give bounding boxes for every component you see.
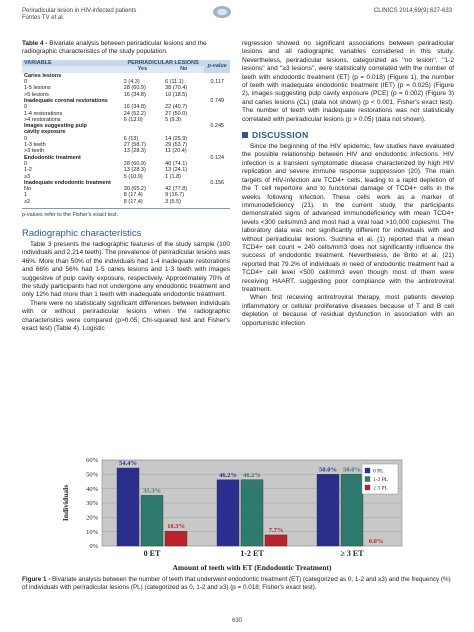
table-cell-label: >3 teeth xyxy=(24,148,45,155)
section-square-icon xyxy=(242,132,248,138)
bar xyxy=(317,474,339,546)
table-cell-no: 40 (74.1) xyxy=(165,160,188,167)
col-header-variable: VARIABLE xyxy=(22,60,122,66)
table-cell-yes: 24 (52.2) xyxy=(123,110,146,117)
legend-entry: ≥ 3 PL xyxy=(373,485,388,492)
bar xyxy=(241,480,263,546)
discussion-heading-text: DISCUSSION xyxy=(252,130,309,141)
y-tick-label: 30% xyxy=(86,500,98,508)
bar-chart xyxy=(58,454,418,572)
table-cell-yes: 8 (17.4) xyxy=(123,192,143,199)
table-cell-yes: 6 (13.0) xyxy=(123,116,143,123)
journal-logo-icon xyxy=(212,5,232,19)
paragraph: When first receiving antiretroviral therapy, most patients develop inflammatory or cellular proliferative diseases because of T and B cell depletion or because of residual dysfunction in association with an opportunistic infection xyxy=(242,294,454,327)
x-tick-label: ≥ 3 ET xyxy=(340,549,364,558)
table-cell-label: >4 restorations xyxy=(24,116,61,123)
table-cell-label: 0 xyxy=(24,160,28,167)
bar xyxy=(141,495,163,546)
table-cell-label: 0 xyxy=(24,79,28,86)
table-cell-no: 6 (11.1) xyxy=(165,79,184,86)
table-cell-p: 0.124 xyxy=(210,154,225,161)
table-cell-label: 0 xyxy=(24,135,28,142)
legend-entry: 1-2 PL xyxy=(373,477,389,483)
table-cell-no: 3 (5.5) xyxy=(165,198,181,205)
table-cell-label: Inadequate coronal restorations xyxy=(24,97,108,104)
table-cell-no: 14 (25.9) xyxy=(165,135,188,142)
table-footnote: p-values refer to the Fisher's exact test. xyxy=(22,208,230,218)
table-cell-label: Caries lesions xyxy=(24,72,62,79)
table-cell-no: 13 (24.1) xyxy=(165,167,188,174)
table-cell-no: 29 (53.7) xyxy=(165,142,188,149)
table-cell-label: >5 lesions xyxy=(24,91,49,98)
col-header-lesions: PERIRADICULAR LESIONS xyxy=(122,60,205,66)
table-cell-yes: 5 (10.9) xyxy=(123,173,143,180)
data-label: 50.0% xyxy=(343,466,361,474)
table-row xyxy=(22,199,230,205)
table-cell-yes: 30 (65.2) xyxy=(123,186,146,193)
data-label: 46.2% xyxy=(219,471,237,479)
table-cell-yes: 8 (17.4) xyxy=(123,198,143,205)
data-label: 0.0% xyxy=(368,538,384,545)
paragraph: There were no statistically significant differences between individuals with or without periradicular lesions when the radiographic characteristics were compared (p>0.05; Chi-squared test and Fisher's exact test) (Table 4). Logistic xyxy=(22,299,230,333)
table-cell-no: 27 (50.0) xyxy=(165,110,188,117)
table-cell-yes: 13 (28.3) xyxy=(123,167,146,174)
page-number: 630 xyxy=(231,618,242,624)
table-cell-no: 11 (20.4) xyxy=(165,148,187,155)
table-cell-no: 10 (18.5) xyxy=(165,91,188,98)
bar xyxy=(217,480,239,546)
table-cell-yes: 13 (28.3) xyxy=(123,148,146,155)
paragraph: regression showed no significant associations between periradicular lesions and all radiographic variables considered in this study. Nevertheless, periradicular lesions, categorized as ''no lesion'', ''1-2 lesions'' and ''≥3 lesions'', were statistically correlated with the number of teeth with endodontic treatment (ET) (p = 0.018) (Figure 1), the number of teeth with inadequate endodontic treatment (IET) (p = 0.025) (Figure 2), images suggesting pulp cavity exposure (PCE) (p = 0.002) (Figure 3) and caries lesions (CL) (data not shown) (p < 0.001, Fisher's exact test). The number of teeth with inadequate restorations was not statistically correlated with periradicular lesions (p > 0.05) (data not shown). xyxy=(242,40,454,123)
table-cell-p: 0.245 xyxy=(210,123,225,130)
table-cell-label: 1-3 teeth xyxy=(24,142,46,149)
table-cell-label: Endodontic treatment xyxy=(24,154,81,161)
header-authors: Fontes TV et al. xyxy=(22,15,65,22)
table-cell-p xyxy=(204,199,230,205)
table-cell-label: 1-2 xyxy=(24,167,32,174)
table-cell-p: 0.117 xyxy=(210,79,224,86)
table-cell-label: 0 xyxy=(24,104,28,111)
table-cell-label: cavity exposure xyxy=(24,129,66,136)
col-header-no: No xyxy=(163,66,204,72)
y-tick-label: 50% xyxy=(86,471,98,479)
figure-caption-label: Figure 1 - xyxy=(22,576,51,583)
legend-swatch xyxy=(365,468,370,473)
table-cell-no: 1 (1.8) xyxy=(165,173,181,180)
table-cell-label: 1-5 lesions xyxy=(24,85,51,92)
paragraph: Table 3 presents the radiographic features of the study sample (100 individuals and 2,214 teeth). The prevalence of periradicular lesions was 46%. More than 50% of the individuals had 1-4 inadequate restorations and 66% and 56% had 1-5 caries lesions and 1-3 teeth with images suggestive of pulp cavity exposure, respectively. Approximately 70% of the study participants had not undergone any endodontic treatment and only 12% had more than 1 teeth with inadequate endodontic treatment. xyxy=(22,241,231,299)
table-cell-no: 22 (40.7) xyxy=(165,104,188,111)
table-cell-label: ≥2 xyxy=(24,198,31,205)
table-cell-p: 0.156 xyxy=(210,179,225,186)
table-cell-yes: 6 (13) xyxy=(123,135,139,142)
bar xyxy=(117,468,139,546)
x-axis-label: Amount of teeth with ET (Endodontic Treatment) xyxy=(172,563,332,572)
data-label: 50.0% xyxy=(319,466,337,474)
data-label: 10.3% xyxy=(167,523,185,531)
table-cell-yes: 27 (58.7) xyxy=(123,142,146,149)
table-cell-yes: 2 (4.3) xyxy=(123,79,140,86)
paragraph: Since the beginning of the HIV epidemic, few studies have evaluated the possible relationship between HIV and endodontic infections. HIV infection is a transient symptomatic disease characterized by high HIV replication and severe immune response suppression (20). The main targets of HIV-infection are TCD4+ cells, leading to a rapid depletion of the T cell repertoire and to functional damage of TCD4+ cells in the weeks following infection. These cells work as a marker of immunodeficiency (21). In the current study, the participants demonstrated signs of advanced immunodeficiency with mean TCD4+ levels <300 cells/mm3 and most had a viral load >10,000 copies/ml. The laboratory data was not significantly different for individuals with and without periradicular lesions. Suchina et al. (1) reported that a mean TCD4+ cell count = 240 cells/mm3 does not significantly influence the success of endodontic treatment. Nevertheless, de Brito et al. (21) reported that 79.2% of individuals in need of endodontic treatment had a TCD4+ cell level <500 cell/mm3 even though most of them were receiving HAART, suggesting poor compliance with the antiretroviral treatment. xyxy=(242,143,454,293)
y-tick-label: 20% xyxy=(86,514,98,522)
table-cell-yes: 28 (60.9) xyxy=(123,85,146,92)
running-header-left xyxy=(22,8,136,22)
y-axis-label: Individuals xyxy=(61,484,70,522)
table-cell-yes: 16 (34.8) xyxy=(123,104,146,111)
y-tick-label: 60% xyxy=(86,457,98,465)
x-tick-label: 1-2 ET xyxy=(240,549,264,558)
table-caption-label: Table 4 - xyxy=(22,40,48,47)
table-periradicular-lesions xyxy=(22,60,230,205)
table-cell-no: 5 (9.3) xyxy=(165,116,181,123)
right-column xyxy=(242,40,454,328)
header-title: Periradicular lesion in HIV-infected patients xyxy=(22,8,137,14)
table-cell-no: 9 (16.7) xyxy=(165,192,185,199)
table-cell-label: Inadequate endodontic treatment xyxy=(24,179,111,186)
table-caption xyxy=(22,40,230,55)
col-header-yes: Yes xyxy=(122,66,163,72)
data-label: 7.7% xyxy=(268,526,284,534)
section-heading-discussion xyxy=(242,130,454,140)
table-cell-label: ≥3 xyxy=(24,173,31,180)
table-cell-no: 38 (70.4) xyxy=(165,85,188,92)
table-cell-no: 42 (77.8) xyxy=(165,186,188,193)
col-header-pvalue: p-value xyxy=(204,60,230,73)
bar xyxy=(265,535,287,546)
figure-1-chart xyxy=(58,454,418,572)
data-label: 54.4% xyxy=(119,460,137,468)
running-header-right: CLINICS 2014;69(9):627-633 xyxy=(373,8,452,14)
left-column xyxy=(22,40,230,333)
section-heading-radiographic: Radiographic characteristics xyxy=(22,228,142,240)
table-cell-label: No xyxy=(24,186,32,193)
table-cell-p: 0.749 xyxy=(210,97,225,104)
table-cell-label: 1-4 restorations xyxy=(24,110,63,117)
table-caption-text: Bivariate analysis between periradicular lesions and the radiographic characteristics of the study population. xyxy=(22,40,207,55)
legend-swatch xyxy=(365,485,370,490)
data-label: 46.2% xyxy=(243,471,261,479)
table-cell-label: 1 xyxy=(24,192,28,199)
figure-caption xyxy=(22,576,454,592)
y-tick-label: 10% xyxy=(86,528,98,536)
table-cell-yes: 16 (34.8) xyxy=(123,91,146,98)
table-cell-label: Images suggesting pulp xyxy=(24,123,87,130)
x-tick-label: 0 ET xyxy=(143,549,161,558)
data-label: 35.3% xyxy=(143,487,161,495)
table-cell-yes: 28 (60.9) xyxy=(123,160,146,167)
bar xyxy=(341,474,363,546)
bar xyxy=(165,531,187,546)
y-tick-label: 40% xyxy=(86,485,98,493)
y-tick-label: 0% xyxy=(89,543,98,551)
legend-swatch xyxy=(365,477,370,482)
figure-caption-text: Bivariate analysis between the number of teeth that underwent endodontic treatment (ET) (categorized as 0, 1-2 and ≥3) and the frequency (%) of individuals with periradicular lesions (PL) (categorized as 0, 1-2 and ≥3) (p = 0.018; Fisher's exact test). xyxy=(22,576,451,591)
legend-entry: 0 PL xyxy=(373,468,384,475)
